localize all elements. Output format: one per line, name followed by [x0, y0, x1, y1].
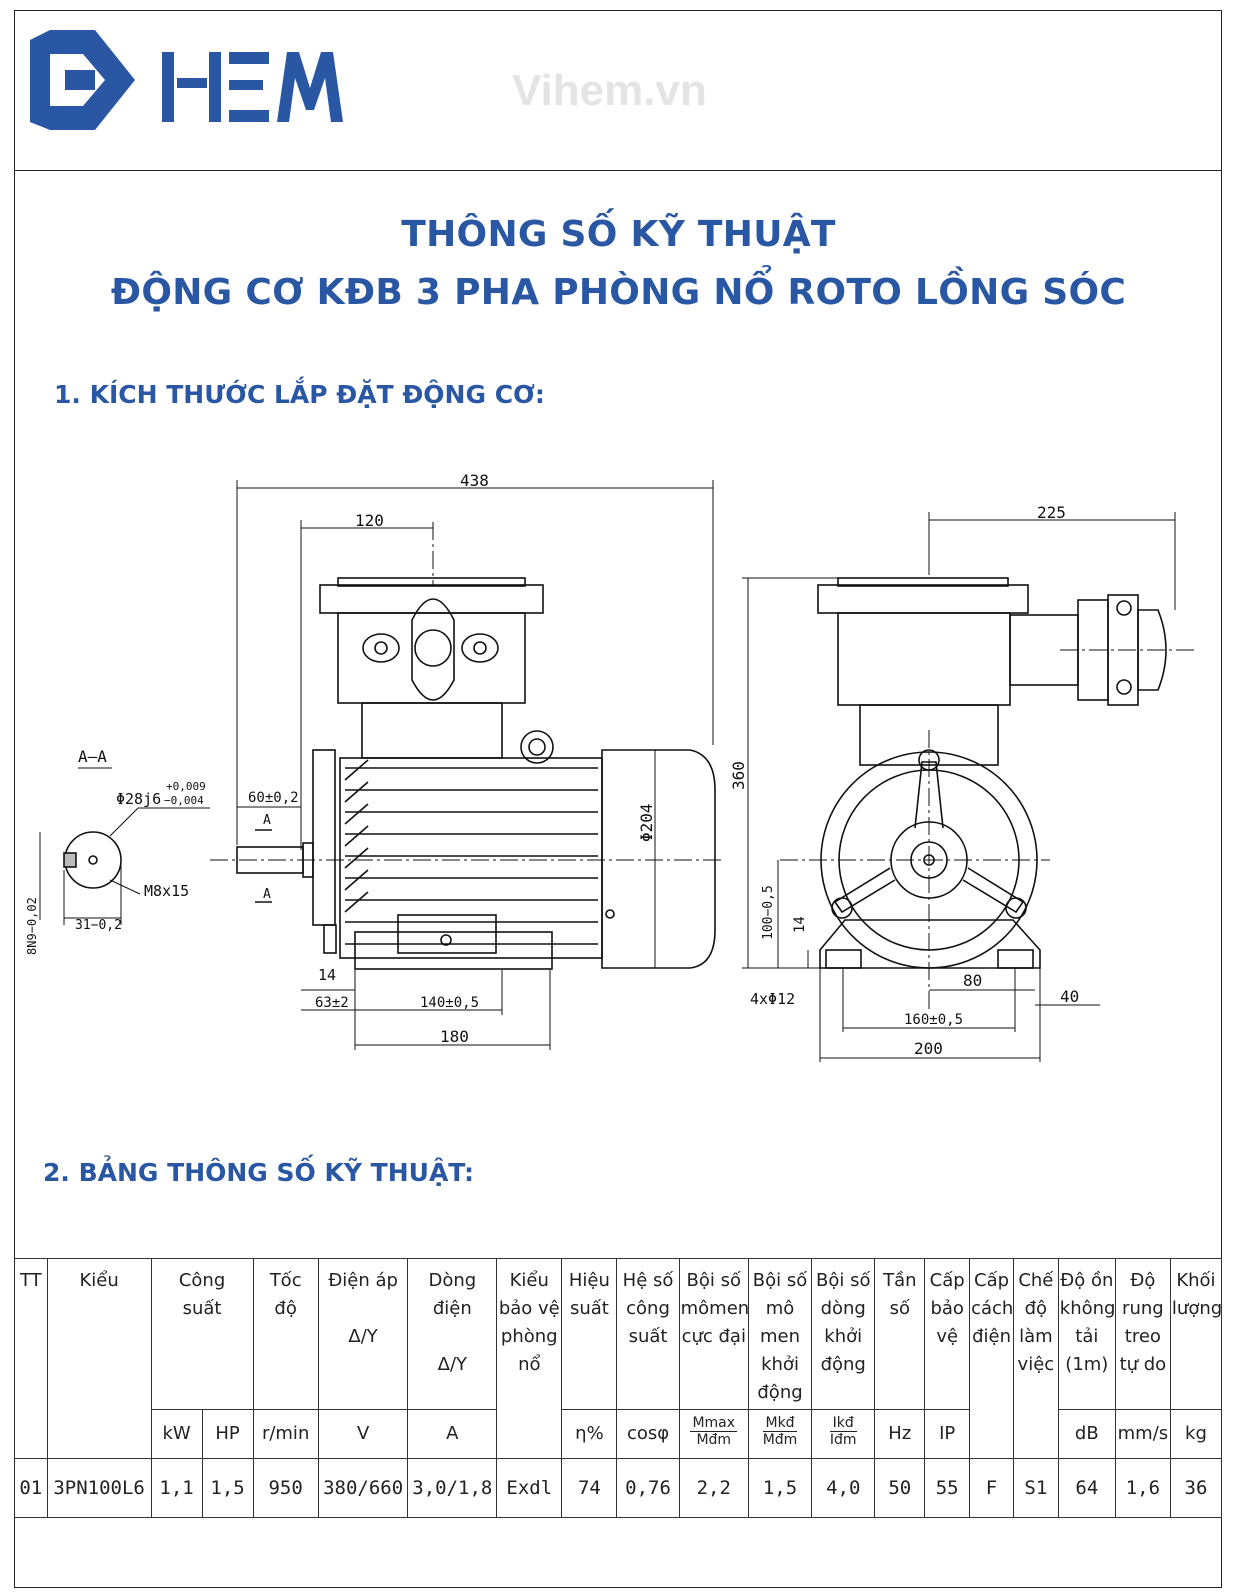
header-weight: Khối lượng — [1170, 1259, 1221, 1410]
cell-current: 3,0/1,8 — [408, 1459, 497, 1518]
cell-power-factor: 0,76 — [617, 1459, 679, 1518]
cut-marker-top: A — [263, 813, 271, 828]
header-ip: Cấp bảo vệ — [925, 1259, 970, 1410]
header-start-torque: Bội số mô men khởi động — [748, 1259, 811, 1410]
cell-voltage: 380/660 — [318, 1459, 408, 1518]
header-current: Dòng điện Δ/Y — [408, 1259, 497, 1410]
cell-vibration: 1,6 — [1115, 1459, 1170, 1518]
unit-hz: Hz — [875, 1410, 925, 1459]
dim-140: 140±0,5 — [420, 995, 480, 1011]
cell-protection: Exdl — [497, 1459, 562, 1518]
dim-40: 40 — [1060, 987, 1080, 1006]
dim-100: 100−0,5 — [761, 885, 776, 940]
cell-start-current: 4,0 — [812, 1459, 875, 1518]
dim-225: 225 — [1037, 503, 1066, 522]
unit-hp: HP — [202, 1410, 253, 1459]
page-title: THÔNG SỐ KỸ THUẬT — [401, 214, 836, 255]
dim-m8: M8x15 — [144, 882, 190, 900]
header-voltage: Điện áp Δ/Y — [318, 1259, 408, 1410]
unit-mkd: Mkđ — [763, 1415, 798, 1432]
dim-phi204: Φ204 — [637, 803, 656, 842]
dim-holes: 4xΦ12 — [750, 990, 796, 1008]
header-power-factor: Hệ số công suất — [617, 1259, 679, 1410]
unit-kg: kg — [1170, 1410, 1221, 1459]
dim-shaft-tol-up: +0,009 — [166, 780, 206, 793]
cell-duty: S1 — [1013, 1459, 1058, 1518]
header-vibration: Độ rung treo tự do — [1115, 1259, 1170, 1410]
unit-mmax-ratio — [679, 1410, 748, 1459]
dim-63: 63±2 — [315, 995, 349, 1011]
header-speed: Tốc độ — [253, 1259, 318, 1410]
dim-80: 80 — [963, 971, 983, 990]
header-noise: Độ ồn không tải (1m) — [1058, 1259, 1115, 1410]
cell-ip: 55 — [925, 1459, 970, 1518]
dim-31: 31−0,2 — [75, 918, 122, 933]
header-frequency: Tần số — [875, 1259, 925, 1410]
header-model: Kiểu — [47, 1259, 151, 1459]
table-header-row — [15, 1259, 1222, 1410]
unit-eff: η% — [562, 1410, 617, 1459]
section-heading-specs: 2. BẢNG THÔNG SỐ KỸ THUẬT: — [43, 1158, 474, 1187]
cell-max-torque: 2,2 — [679, 1459, 748, 1518]
unit-a: A — [408, 1410, 497, 1459]
unit-kw: kW — [151, 1410, 202, 1459]
header-power: Công suất — [151, 1259, 253, 1410]
unit-mmax: Mmax — [692, 1415, 736, 1431]
watermark-text: Vihem.vn — [512, 66, 707, 115]
unit-rpm: r/min — [253, 1410, 318, 1459]
dim-14-side: 14 — [318, 966, 337, 984]
cell-weight: 36 — [1170, 1459, 1221, 1518]
cell-noise: 64 — [1058, 1459, 1115, 1518]
unit-ikd: Ikđ — [830, 1415, 857, 1432]
dim-120: 120 — [355, 511, 384, 530]
cell-efficiency: 74 — [562, 1459, 617, 1518]
unit-db: dB — [1058, 1410, 1115, 1459]
motor-foot — [398, 915, 496, 953]
header-efficiency: Hiệu suất — [562, 1259, 617, 1410]
cell-model: 3PN100L6 — [47, 1459, 151, 1518]
header-tt: TT — [15, 1259, 48, 1459]
header-protection: Kiểu bảo vệ phòng nổ — [497, 1259, 562, 1459]
spec-table — [14, 1258, 1222, 1518]
unit-ikd-ratio — [812, 1410, 875, 1459]
cell-tt: 01 — [15, 1459, 48, 1518]
motor-body — [340, 758, 602, 958]
header-max-torque: Bội số mômen cực đại — [679, 1259, 748, 1410]
cell-kw: 1,1 — [151, 1459, 202, 1518]
header-start-current: Bội số dòng khởi động — [812, 1259, 875, 1410]
header-duty: Chế độ làm việc — [1013, 1259, 1058, 1459]
dim-shaft-tol-down: −0,004 — [164, 794, 204, 807]
unit-idm: Iđm — [829, 1432, 857, 1448]
table-row — [15, 1459, 1222, 1518]
dim-shaft-diameter: Φ28j6 — [116, 790, 162, 808]
dim-160: 160±0,5 — [904, 1012, 964, 1028]
cell-start-torque: 1,5 — [748, 1459, 811, 1518]
terminal-box — [338, 613, 525, 703]
header-insulation: Cấp cách điện — [970, 1259, 1014, 1459]
cut-marker-bottom: A — [263, 887, 271, 902]
motor-drawing — [0, 450, 1237, 1090]
unit-ip: IP — [925, 1410, 970, 1459]
cell-insulation: F — [970, 1459, 1014, 1518]
dim-14-front: 14 — [792, 916, 808, 933]
hem-logo — [25, 18, 345, 158]
header-divider — [14, 170, 1222, 171]
dim-key: 8N9−0,02 — [25, 897, 39, 955]
dim-180: 180 — [440, 1027, 469, 1046]
unit-pf: cosφ — [617, 1410, 679, 1459]
cell-hp: 1,5 — [202, 1459, 253, 1518]
page-subtitle: ĐỘNG CƠ KĐB 3 PHA PHÒNG NỔ ROTO LỒNG SÓC — [110, 272, 1127, 313]
unit-mkd-ratio — [748, 1410, 811, 1459]
section-label: A–A — [78, 747, 107, 766]
unit-mdm-2: Mđm — [762, 1432, 798, 1448]
dim-438: 438 — [460, 471, 489, 490]
dim-200: 200 — [914, 1039, 943, 1058]
dim-60: 60±0,2 — [248, 790, 299, 806]
cell-rpm: 950 — [253, 1459, 318, 1518]
dim-360: 360 — [729, 761, 748, 790]
cell-frequency: 50 — [875, 1459, 925, 1518]
section-heading-dimensions: 1. KÍCH THƯỚC LẮP ĐẶT ĐỘNG CƠ: — [54, 380, 545, 409]
unit-mdm: Mđm — [696, 1432, 732, 1448]
unit-v: V — [318, 1410, 408, 1459]
unit-mms: mm/s — [1115, 1410, 1170, 1459]
